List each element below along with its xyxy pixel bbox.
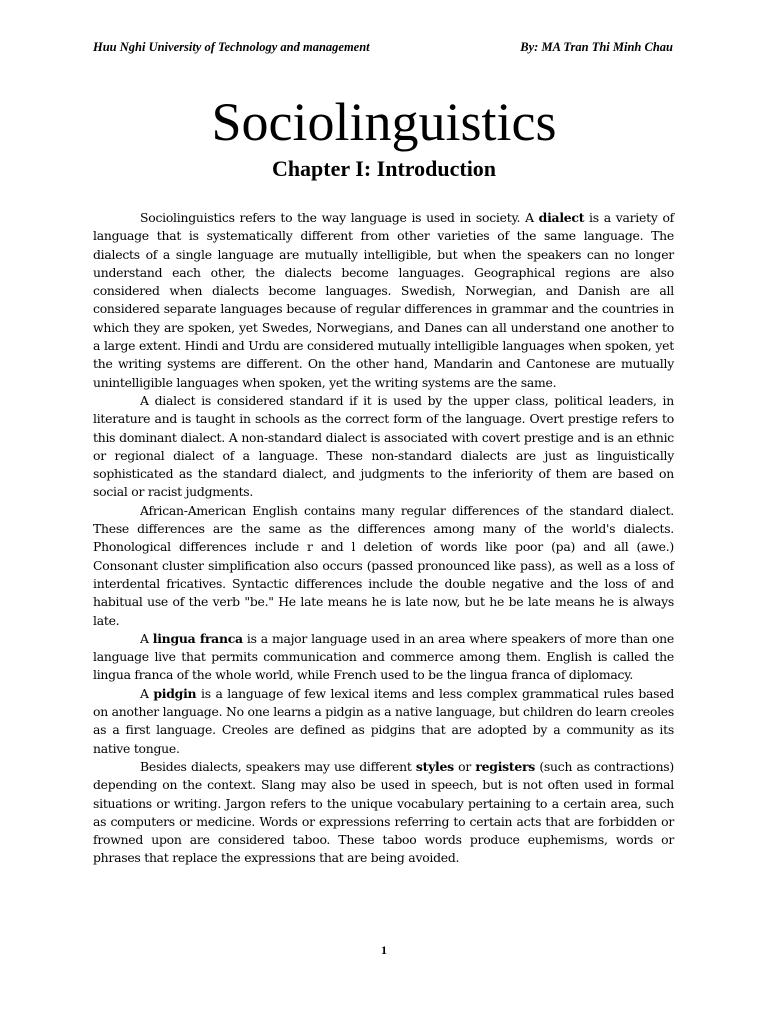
header-author: By: MA Tran Thi Minh Chau	[520, 40, 673, 54]
page-title: Sociolinguistics	[211, 92, 557, 152]
paragraph-3: African-American English contains many regular differences of the standard dialect. These differences are the same as the differences among many of the world's dialects. Phonological differences include r and l deletion of words like poor (pa) and all (awe.) Consonant cluster simplification also occurs (passed pronounced like pass), as well as a loss of interdental fricatives. Syntactic differences include the double negative and the loss of and habitual use of the verb "be." He late means he is late now, but he be late means he is always late.	[93, 502, 674, 628]
term-lingua-franca: lingua franca	[152, 630, 243, 646]
chapter-subtitle: Chapter I: Introduction	[271, 156, 497, 181]
paragraph-1: Sociolinguistics refers to the way language is used in society. A dialect is a variety of language that is systematically different from other varieties of the same language. The dialects of a single language are mutually intelligible, but when the speakers can no longer understand each other, the dialects become languages. Geographical regions are also considered when dialects become languages. Swedish, Norwegian, and Danish are all considered separate languages because of regular differences in grammar and the countries in which they are spoken, yet Swedes, Norwegians, and Danes can all understand one another to a large extent. Hindi and Urdu are considered mutually intelligible languages when spoken, yet the writing systems are different. On the other hand, Mandarin and Cantonese are mutually unintelligible languages when spoken, yet the writing systems are the same.	[93, 210, 674, 390]
paragraph-2: A dialect is considered standard if it is used by the upper class, political leaders, in literature and is taught in schools as the correct form of the language. Overt prestige refers to this dominant dialect. A non-standard dialect is associated with covert prestige and is an ethnic or regional dialect of a language. These non-standard dialects are just as linguistically sophisticated as the standard dialect, and judgments to the inferiority of them are based on social or racist judgments.	[93, 392, 674, 500]
page-number: 1	[381, 943, 387, 957]
term-styles: styles	[415, 758, 454, 774]
paragraph-4: A lingua franca is a major language used in an area where speakers of more than one language live that permits communication and commerce among them. English is called the lingua franca of the whole world, while French used to be the lingua franca of diplomacy.	[93, 630, 674, 683]
term-registers: registers	[475, 758, 536, 774]
term-dialect: dialect	[538, 210, 585, 225]
header-institution: Huu Nghi University of Technology and management	[93, 40, 370, 54]
paragraph-6: Besides dialects, speakers may use different styles or registers (such as contractions) depending on the context. Slang may also be used in speech, but is not often used in formal situations or writing. Jargon refers to the unique vocabulary pertaining to a certain area, such as computers or medicine. Words or expressions referring to certain acts that are forbidden or frowned upon are considered taboo. These taboo words produce euphemisms, words or phrases that replace the expressions that are being avoided.	[93, 758, 674, 866]
page-header	[93, 40, 673, 55]
document-body	[93, 209, 674, 868]
paragraph-5: A pidgin is a language of few lexical items and less complex grammatical rules based on another language. No one learns a pidgin as a native language, but children do learn creoles as a first language. Creoles are defined as pidgins that are adopted by a community as its native tongue.	[93, 685, 675, 756]
term-pidgin: pidgin	[153, 685, 197, 701]
